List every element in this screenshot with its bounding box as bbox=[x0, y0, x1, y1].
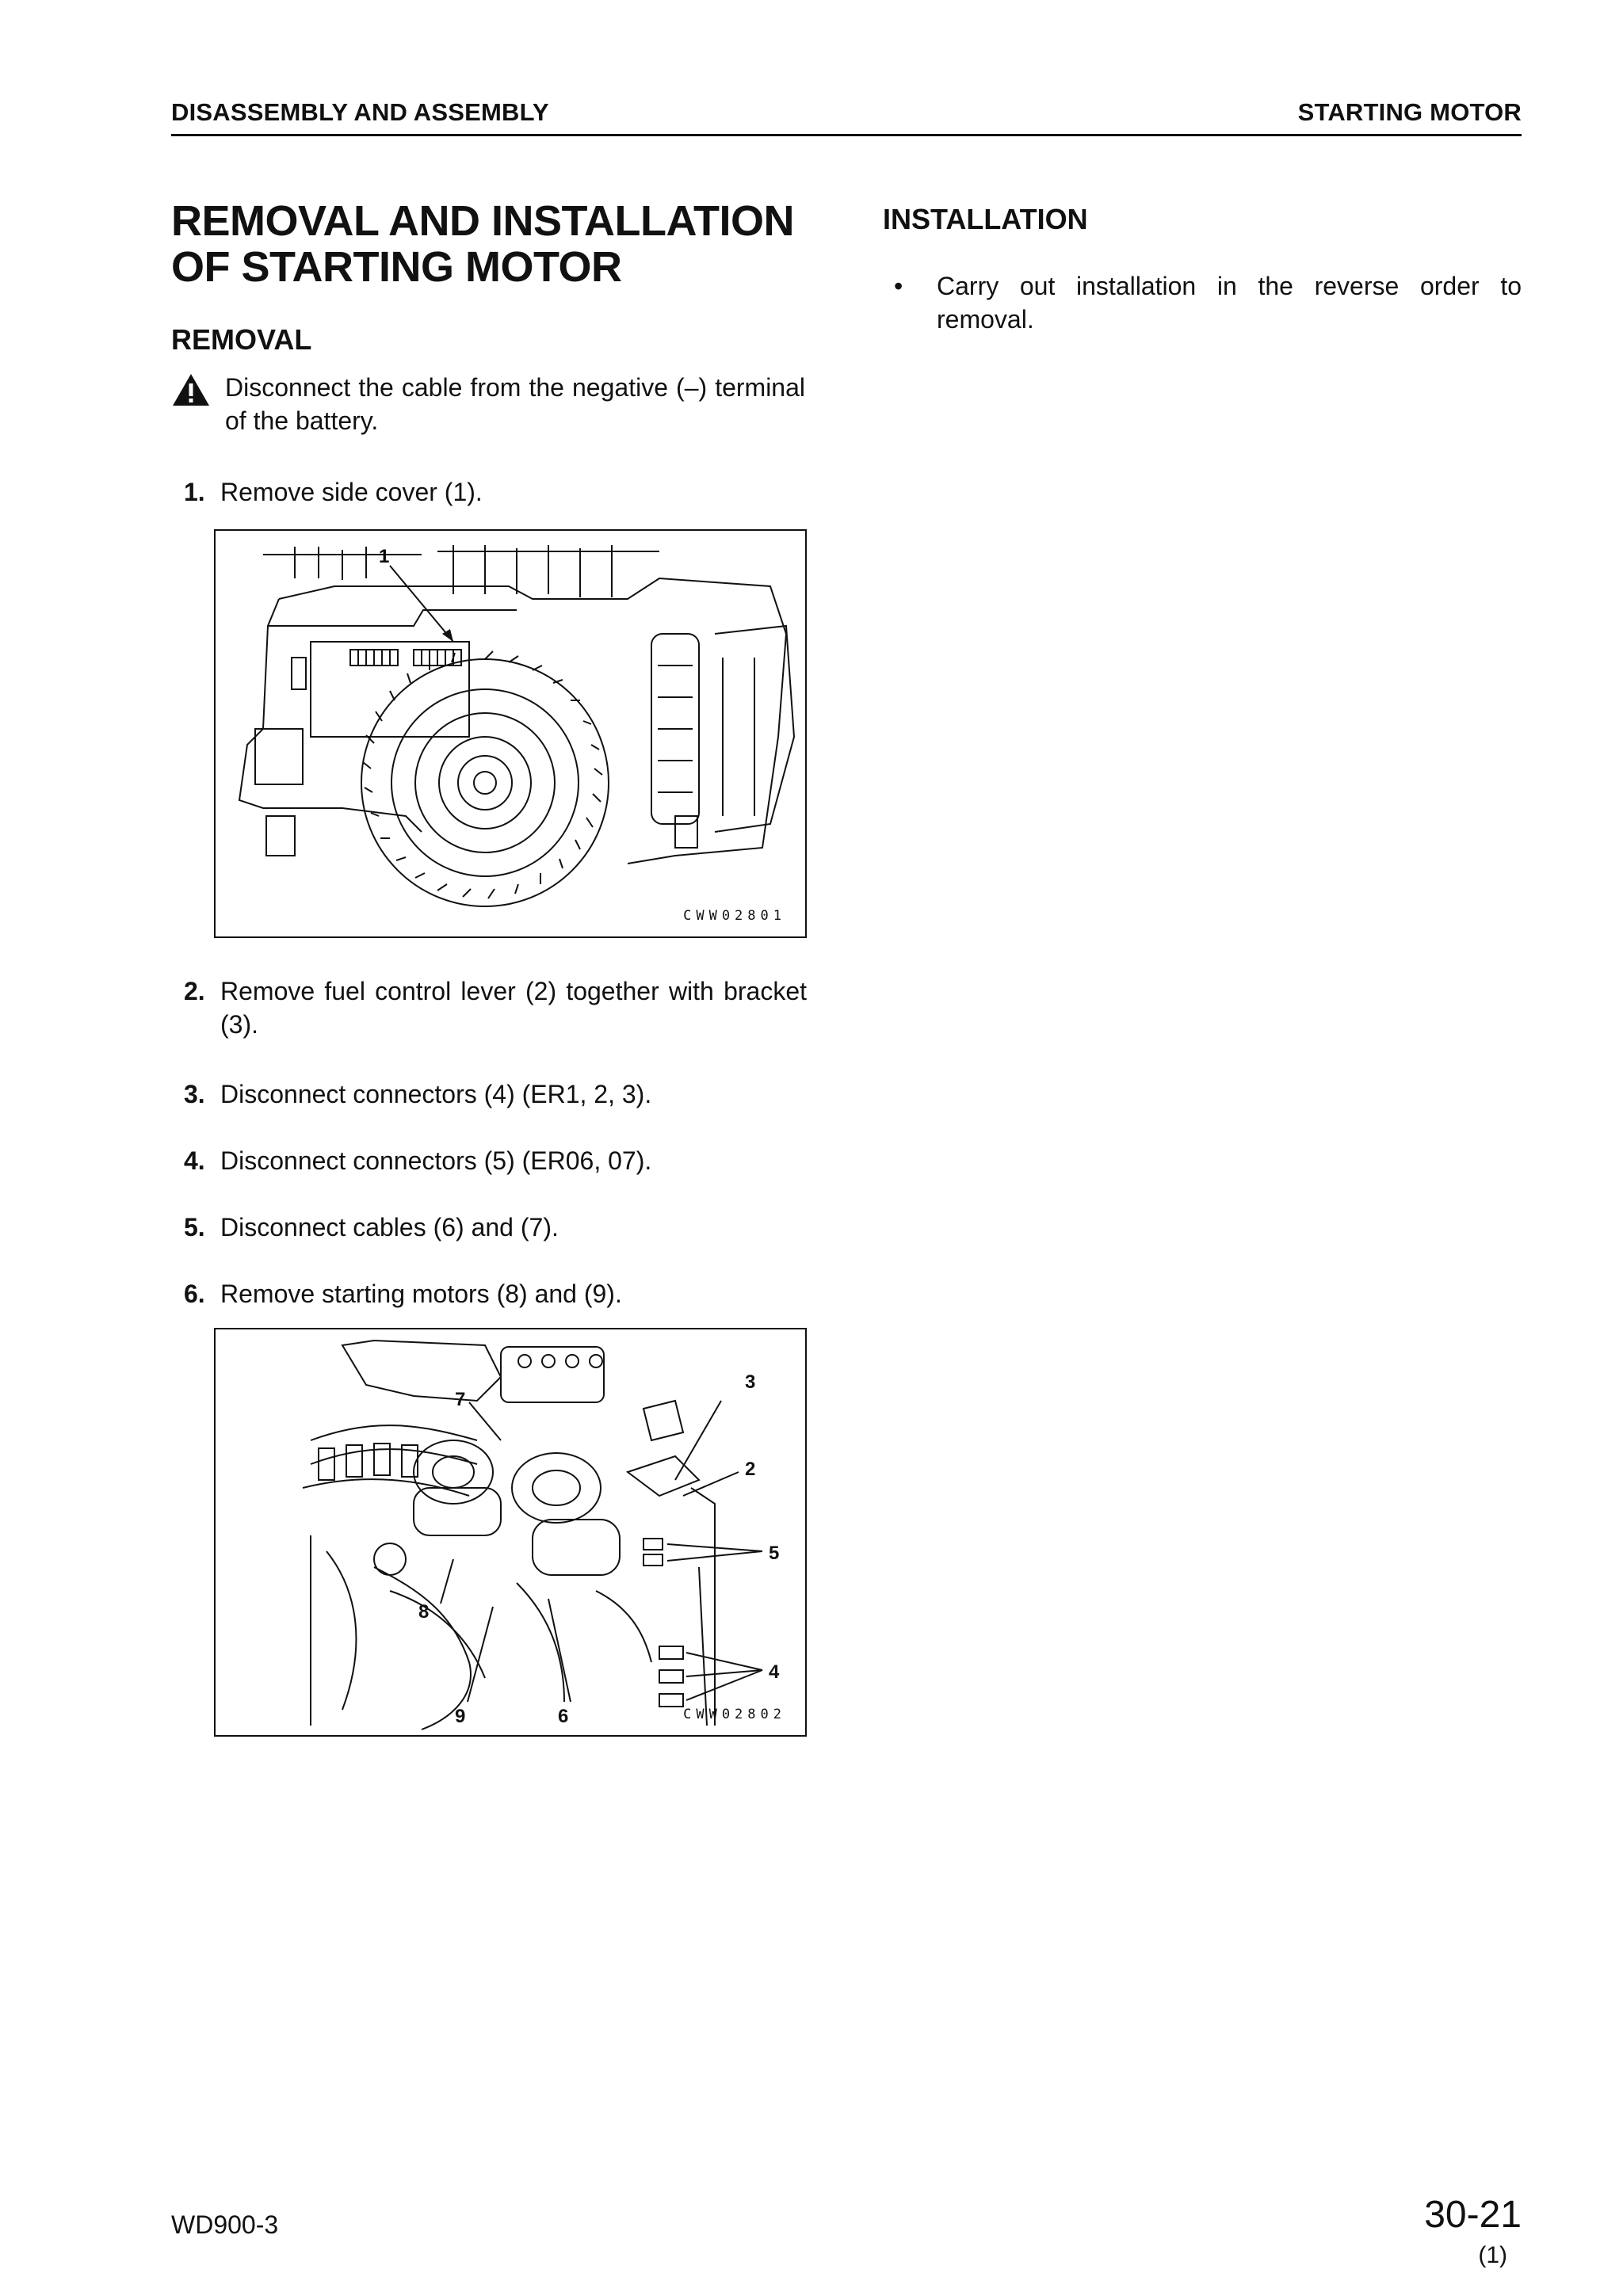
step-text: Disconnect cables (6) and (7). bbox=[220, 1213, 559, 1241]
removal-step-5 bbox=[184, 1211, 807, 1244]
figure-side-cover bbox=[214, 529, 807, 938]
figure-code: CWW02802 bbox=[683, 1707, 786, 1722]
callout-label: 8 bbox=[418, 1601, 430, 1623]
footer-model: WD900-3 bbox=[171, 2210, 279, 2239]
bullet-marker: • bbox=[894, 272, 903, 300]
warning-text: Disconnect the cable from the negative (–) terminal of the battery. bbox=[225, 373, 805, 435]
callout-label: 4 bbox=[769, 1661, 780, 1683]
removal-step-2 bbox=[184, 974, 807, 1041]
page-title-line-2: OF STARTING MOTOR bbox=[171, 243, 622, 291]
step-number: 1. bbox=[184, 478, 205, 506]
callout-label: 5 bbox=[769, 1543, 780, 1564]
footer-page-number: 30-21 bbox=[1424, 2194, 1522, 2236]
callout-label: 3 bbox=[745, 1371, 756, 1393]
callout-label: 2 bbox=[745, 1459, 756, 1480]
installation-item bbox=[888, 269, 1522, 336]
callout-label: 7 bbox=[455, 1389, 466, 1410]
removal-heading: REMOVAL bbox=[171, 323, 312, 356]
installation-text: Carry out installation in the reverse order to removal. bbox=[937, 272, 1522, 334]
step-number: 5. bbox=[184, 1213, 205, 1241]
removal-step-3 bbox=[184, 1077, 807, 1111]
footer-revision: (1) bbox=[1478, 2242, 1507, 2268]
callout-label: 6 bbox=[558, 1706, 569, 1727]
machine-side-view-illustration bbox=[216, 531, 805, 936]
removal-step-4 bbox=[184, 1144, 807, 1177]
callout-label: 1 bbox=[379, 546, 390, 567]
removal-step-6 bbox=[184, 1277, 807, 1310]
page-title bbox=[171, 198, 821, 290]
step-number: 4. bbox=[184, 1146, 205, 1175]
warning-note bbox=[171, 371, 805, 437]
step-number: 6. bbox=[184, 1280, 205, 1308]
header-section-title: DISASSEMBLY AND ASSEMBLY bbox=[171, 98, 549, 126]
step-text: Remove starting motors (8) and (9). bbox=[220, 1280, 622, 1308]
engine-area-illustration bbox=[216, 1329, 805, 1735]
removal-step-1 bbox=[184, 475, 807, 509]
step-number: 3. bbox=[184, 1080, 205, 1108]
callout-label: 9 bbox=[455, 1706, 466, 1727]
figure-starting-motors bbox=[214, 1328, 807, 1737]
installation-heading: INSTALLATION bbox=[883, 203, 1088, 235]
step-text: Remove fuel control lever (2) together with bracket (3). bbox=[220, 977, 807, 1039]
header-topic-title: STARTING MOTOR bbox=[1297, 98, 1522, 126]
page-header bbox=[171, 95, 1522, 136]
warning-triangle-icon bbox=[171, 372, 211, 407]
step-number: 2. bbox=[184, 977, 205, 1005]
step-text: Remove side cover (1). bbox=[220, 478, 483, 506]
step-text: Disconnect connectors (4) (ER1, 2, 3). bbox=[220, 1080, 652, 1108]
page-title-line-1: REMOVAL AND INSTALLATION bbox=[171, 197, 794, 245]
step-text: Disconnect connectors (5) (ER06, 07). bbox=[220, 1146, 652, 1175]
figure-code: CWW02801 bbox=[683, 908, 786, 924]
